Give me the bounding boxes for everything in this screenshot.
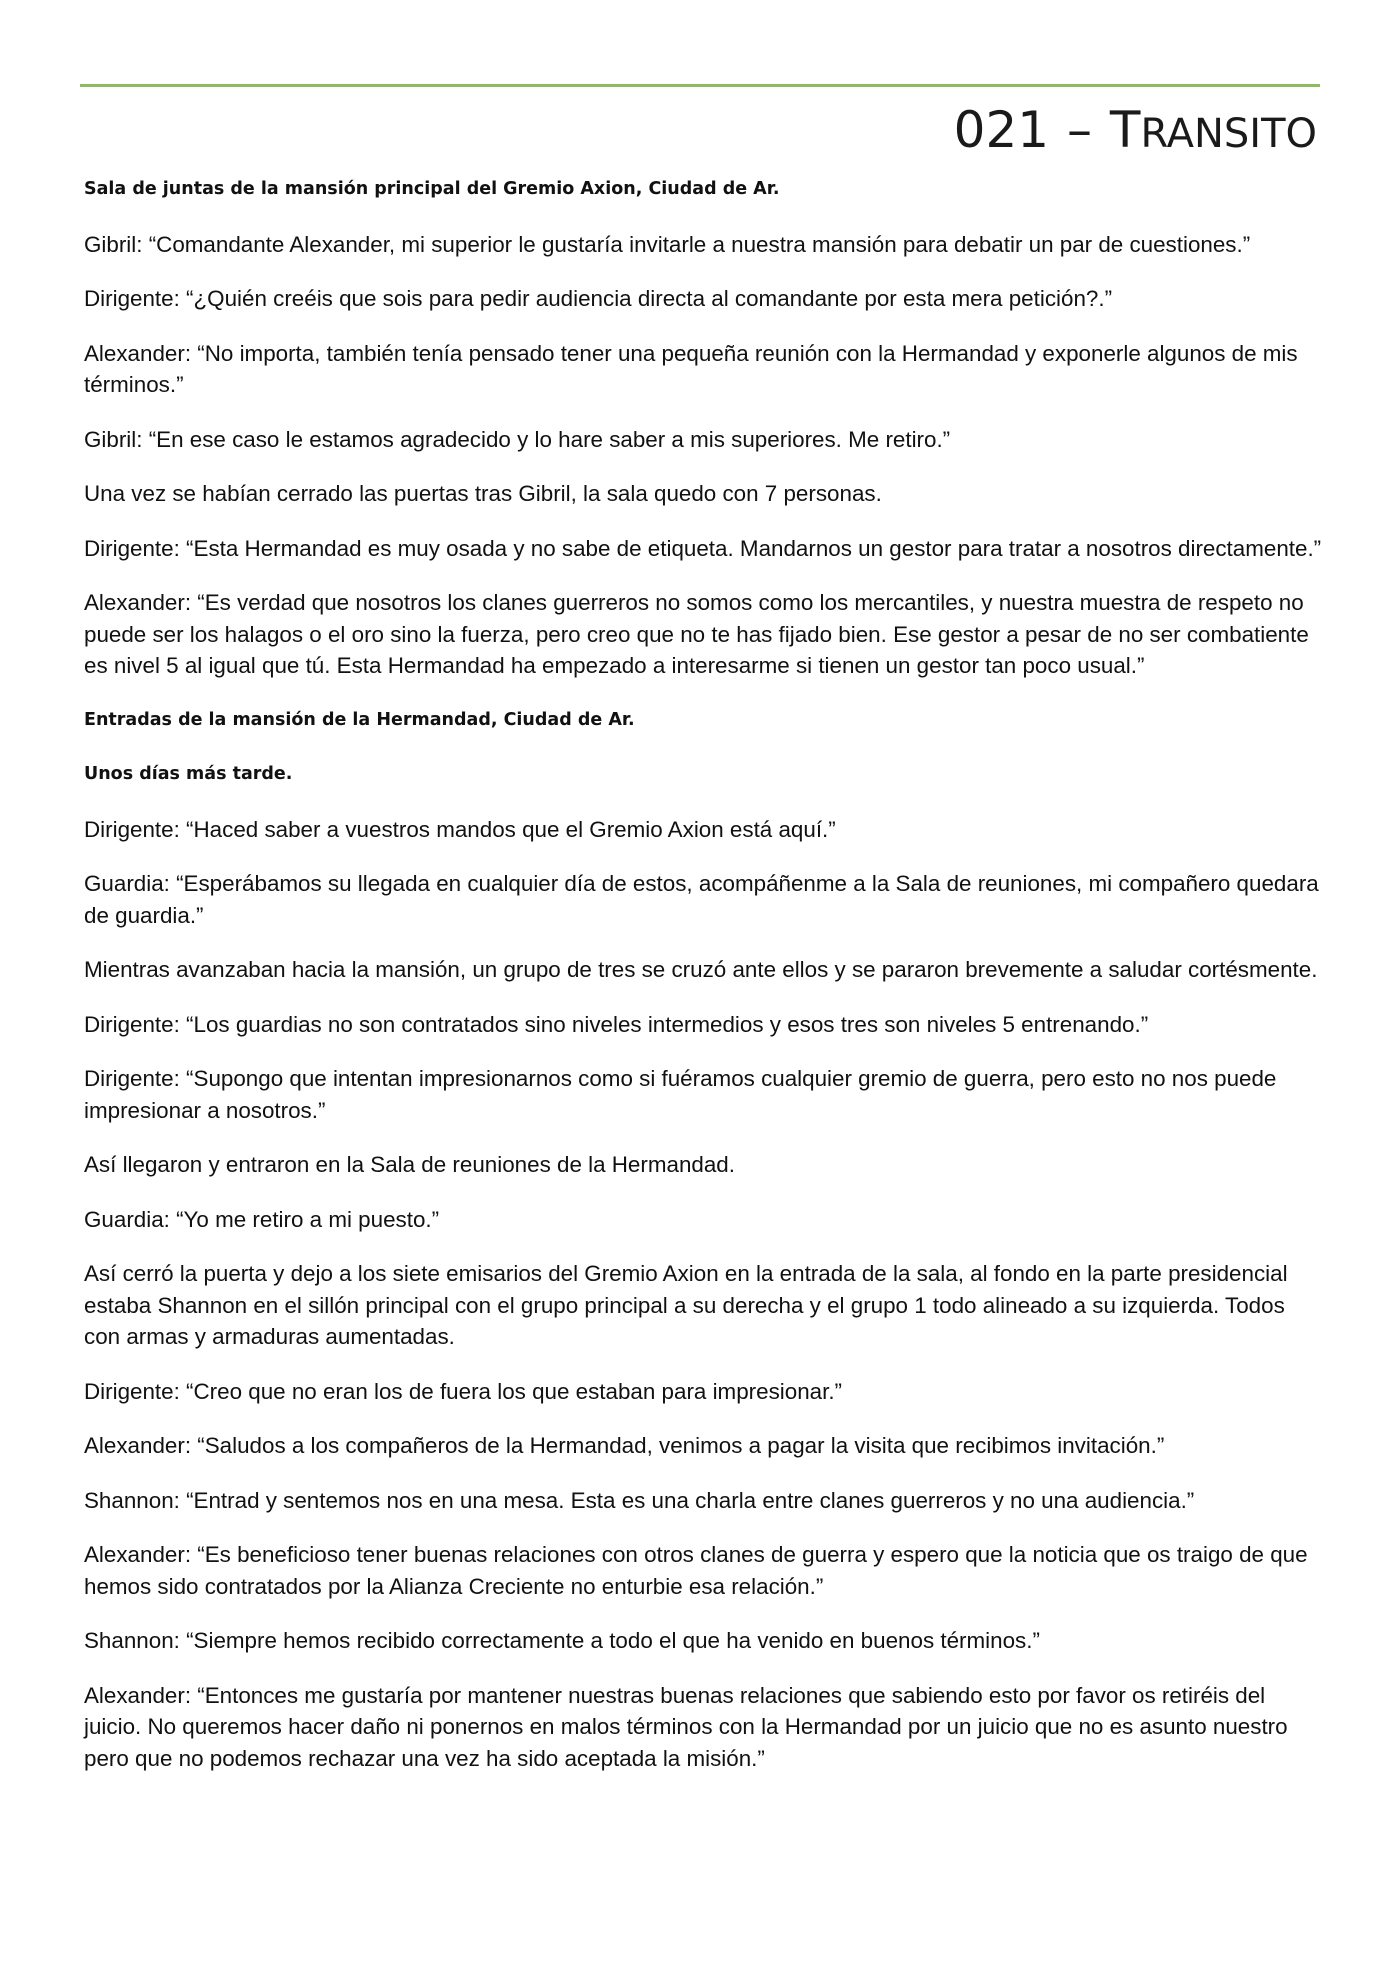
section-heading: Entradas de la mansión de la Hermandad, Ciudad de Ar. <box>84 709 635 730</box>
paragraph: Shannon: “Entrad y sentemos nos en una mesa. Esta es una charla entre clanes guerreros y no una audiencia.” <box>84 1487 1195 1513</box>
section-heading: Unos días más tarde. <box>84 764 293 784</box>
paragraph: Así llegaron y entraron en la Sala de reuniones de la Hermandad. <box>84 1152 735 1177</box>
header-rule <box>80 84 1320 87</box>
paragraph: Dirigente: “Los guardias no son contratados sino niveles intermedios y esos tres son niveles 5 entrenando.” <box>84 1011 1149 1037</box>
chapter-title-rest: RANSITO <box>1140 111 1317 157</box>
paragraph: Guardia: “Yo me retiro a mi puesto.” <box>84 1206 440 1232</box>
chapter-title <box>954 94 1317 170</box>
paragraph: Alexander: “No importa, también tenía pensado tener una pequeña reunión con la Hermandad y exponerle algunos de mis términos.” <box>84 340 1298 397</box>
paragraph: Alexander: “Entonces me gustaría por mantener nuestras buenas relaciones que sabiendo esto por favor os retiréis del juicio. No queremos hacer daño ni ponernos en malos términos con la Hermandad por un juicio que no es asunto nuestro pero que no podemos rechazar una vez ha sido aceptada la misión.” <box>84 1682 1288 1771</box>
paragraph: Gibril: “Comandante Alexander, mi superior le gustaría invitarle a nuestra mansión para debatir un par de cuestiones.” <box>84 231 1251 257</box>
paragraph: Dirigente: “Creo que no eran los de fuera los que estaban para impresionar.” <box>84 1378 842 1404</box>
chapter-title-initial: T <box>1109 101 1141 159</box>
paragraph: Dirigente: “Supongo que intentan impresionarnos como si fuéramos cualquier gremio de guerra, pero esto no nos puede impresionar a nosotros.” <box>84 1066 1277 1123</box>
paragraph: Gibril: “En ese caso le estamos agradecido y lo hare saber a mis superiores. Me retiro.” <box>84 426 951 452</box>
paragraph: Mientras avanzaban hacia la mansión, un grupo de tres se cruzó ante ellos y se pararon brevemente a saludar cortésmente. <box>84 957 1318 982</box>
paragraph: Alexander: “Es verdad que nosotros los clanes guerreros no somos como los mercantiles, y nuestra muestra de respeto no puede ser los halagos o el oro sino la fuerza, pero creo que no te has fijado bien. Ese gestor a pesar de no ser combatiente es nivel 5 al igual que tú. Esta Hermandad ha empezado a interesarme si tienen un gestor tan poco usual.” <box>84 590 1309 678</box>
paragraph: Una vez se habían cerrado las puertas tras Gibril, la sala quedo con 7 personas. <box>84 481 882 506</box>
section-heading: Sala de juntas de la mansión principal del Gremio Axion, Ciudad de Ar. <box>84 179 780 199</box>
paragraph: Alexander: “Es beneficioso tener buenas relaciones con otros clanes de guerra y espero que la noticia que os traigo de que hemos sido contratados por la Alianza Creciente no enturbie esa relación.” <box>84 1542 1308 1599</box>
document-body <box>84 174 1324 1797</box>
chapter-number: 021 <box>953 101 1050 159</box>
paragraph: Dirigente: “¿Quién creéis que sois para pedir audiencia directa al comandante por esta mera petición?.” <box>84 286 1113 311</box>
paragraph: Shannon: “Siempre hemos recibido correctamente a todo el que ha venido en buenos términos.” <box>84 1628 1040 1653</box>
paragraph: Guardia: “Esperábamos su llegada en cualquier día de estos, acompáñenme a la Sala de reuniones, mi compañero quedara de guardia.” <box>84 871 1319 928</box>
paragraph: Dirigente: “Esta Hermandad es muy osada y no sabe de etiqueta. Mandarnos un gestor para tratar a nosotros directamente.” <box>84 535 1322 561</box>
paragraph: Dirigente: “Haced saber a vuestros mandos que el Gremio Axion está aquí.” <box>84 816 836 842</box>
chapter-title-dash: – <box>1066 101 1092 159</box>
paragraph: Así cerró la puerta y dejo a los siete emisarios del Gremio Axion en la entrada de la sala, al fondo en la parte presidencial estaba Shannon en el sillón principal con el grupo principal a su derecha y el grupo 1 todo alineado a su izquierda. Todos con armas y armaduras aumentadas. <box>84 1261 1288 1349</box>
paragraph: Alexander: “Saludos a los compañeros de la Hermandad, venimos a pagar la visita que recibimos invitación.” <box>84 1433 1165 1458</box>
